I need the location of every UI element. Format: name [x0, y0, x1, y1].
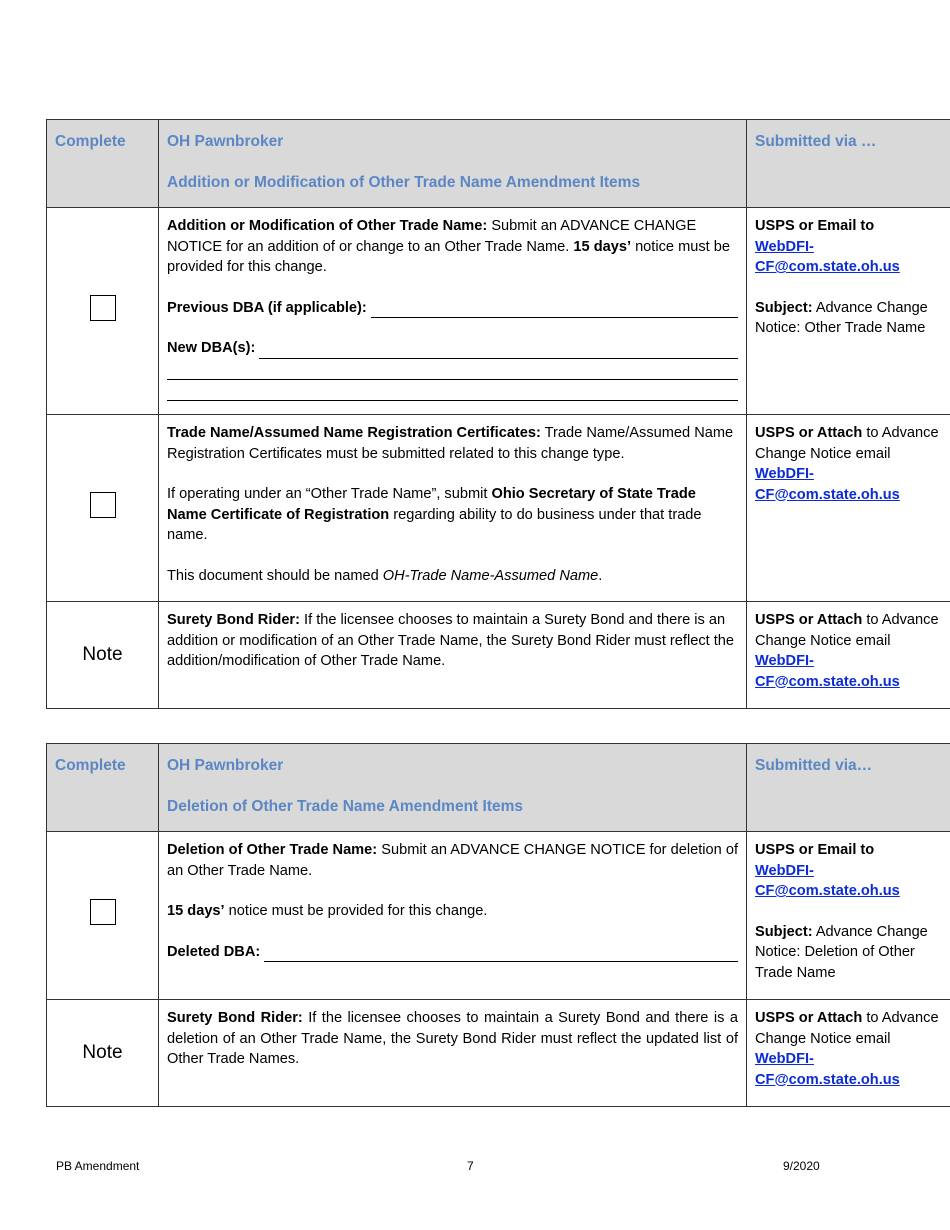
- item-title: Deletion of Other Trade Name:: [167, 842, 378, 858]
- new-dba-field: [167, 338, 738, 359]
- item-text: If the licensee chooses to maintain a Surety Bond and there is an addition or modification of an Other Trade Name, the Surety Bond Rider must reflect the addition/modification of Other Trade Name.: [167, 612, 735, 669]
- checkbox-cell: [47, 415, 159, 602]
- section-title: OH Pawnbroker: [167, 757, 284, 774]
- email-link[interactable]: WebDFI-CF@com.state.oh.us: [755, 466, 900, 503]
- new-dba-label: New DBA(s):: [167, 340, 256, 356]
- section-subtitle: Addition or Modification of Other Trade Name Amendment Items: [167, 173, 641, 191]
- item-description: [159, 1000, 747, 1107]
- submission-method: [747, 1000, 950, 1107]
- table-row: [47, 415, 950, 602]
- submitted-via-header: Submitted via…: [747, 744, 950, 832]
- table-row: [47, 602, 950, 709]
- email-link[interactable]: WebDFI-CF@com.state.oh.us: [755, 653, 900, 690]
- submission-method: [747, 832, 950, 1000]
- item-description: [159, 832, 747, 1000]
- item-paragraph: [167, 840, 738, 881]
- item-title: Trade Name/Assumed Name Registration Certificates:: [167, 425, 541, 441]
- table-header-row: [47, 744, 950, 832]
- page-number: 7: [467, 1159, 474, 1173]
- subject-text: [755, 298, 946, 339]
- via-method: USPS or Attach: [755, 425, 863, 441]
- item-text: This document should be named: [167, 567, 383, 584]
- new-dba-input-line[interactable]: [259, 342, 738, 359]
- footer-date: 9/2020: [783, 1159, 820, 1173]
- submission-method: [747, 208, 950, 415]
- subject-label: Subject:: [755, 923, 813, 940]
- via-text: to Advance Change Notice email: [755, 1010, 939, 1047]
- item-paragraph: [167, 566, 738, 587]
- complete-checkbox[interactable]: [90, 492, 116, 518]
- via-method: USPS or Attach: [755, 1010, 863, 1026]
- via-method: USPS or Attach: [755, 612, 863, 628]
- deletion-table: [46, 743, 950, 1107]
- subject-text: [755, 922, 946, 984]
- subject-value: Advance Change Notice: Deletion of Other Trade Name: [755, 923, 928, 981]
- deleted-dba-input-line[interactable]: [264, 945, 738, 962]
- item-text: Submit an ADVANCE CHANGE NOTICE for deletion of an Other Trade Name.: [167, 842, 738, 879]
- footer-left: PB Amendment: [56, 1159, 140, 1173]
- complete-checkbox[interactable]: [90, 295, 116, 321]
- item-title: Surety Bond Rider:: [167, 1010, 303, 1026]
- email-link[interactable]: WebDFI-CF@com.state.oh.us: [755, 862, 900, 899]
- item-paragraph: [167, 901, 738, 922]
- table-row: [47, 1000, 950, 1107]
- email-link[interactable]: WebDFI-CF@com.state.oh.us: [755, 238, 900, 275]
- via-text: [755, 216, 946, 237]
- item-text: .: [598, 567, 603, 584]
- checkbox-cell: [47, 208, 159, 415]
- item-paragraph: [167, 484, 738, 546]
- item-text: notice must be provided for this change.: [224, 903, 488, 919]
- item-text: If the licensee chooses to maintain a Surety Bond and there is a deletion of an Other Trade Name, the Surety Bond Rider must reflect the updated list of Other Trade Names.: [167, 1010, 738, 1067]
- previous-dba-label: Previous DBA (if applicable):: [167, 299, 367, 316]
- checkbox-cell: [47, 832, 159, 1000]
- addition-modification-table: [46, 119, 950, 709]
- via-method: USPS or Email to: [755, 218, 875, 234]
- item-text: notice must be provided for this change.: [167, 238, 730, 275]
- submission-method: [747, 415, 950, 602]
- item-text: regarding ability to do business under that trade name.: [167, 506, 702, 543]
- item-description: [159, 602, 747, 709]
- item-description: [159, 208, 747, 415]
- complete-header: Complete: [47, 120, 159, 208]
- section-subtitle: Deletion of Other Trade Name Amendment Items: [167, 797, 524, 815]
- new-dba-input-line-3[interactable]: [167, 380, 738, 401]
- subject-value: Advance Change Notice: Other Trade Name: [755, 299, 928, 336]
- table-row: [47, 208, 950, 415]
- new-dba-input-line-2[interactable]: [167, 359, 738, 380]
- via-text: to Advance Change Notice email: [755, 612, 939, 649]
- notice-days: 15 days’: [167, 903, 225, 919]
- certificate-name: Ohio Secretary of State Trade Name Certificate of Registration: [167, 486, 696, 523]
- note-label: Note: [47, 1000, 159, 1107]
- table-header-row: [47, 120, 950, 208]
- via-text: to Advance Change Notice email: [755, 425, 939, 462]
- submitted-via-header: Submitted via …: [747, 120, 950, 208]
- item-description: [159, 415, 747, 602]
- item-text: Submit an ADVANCE CHANGE NOTICE for an addition of or change to an Other Trade Name.: [167, 218, 697, 255]
- item-title: Addition or Modification of Other Trade Name:: [167, 218, 488, 234]
- item-title: Surety Bond Rider:: [167, 612, 300, 628]
- submission-method: [747, 602, 950, 709]
- previous-dba-input-line[interactable]: [371, 301, 738, 318]
- complete-header: Complete: [47, 744, 159, 832]
- deleted-dba-label: Deleted DBA:: [167, 943, 261, 960]
- note-label: Note: [47, 602, 159, 709]
- notice-days: 15 days’: [573, 238, 632, 255]
- section-header: [159, 744, 747, 832]
- item-paragraph: [167, 423, 738, 464]
- previous-dba-field: [167, 298, 738, 319]
- item-text: Trade Name/Assumed Name Registration Certificates must be submitted related to this change type.: [167, 425, 734, 462]
- document-name: OH-Trade Name-Assumed Name: [382, 567, 599, 584]
- deleted-dba-field: [167, 942, 738, 963]
- email-link[interactable]: WebDFI-CF@com.state.oh.us: [755, 1051, 900, 1088]
- table-row: [47, 832, 950, 1000]
- section-title: OH Pawnbroker: [167, 133, 284, 150]
- item-paragraph: [167, 216, 738, 278]
- item-text: If operating under an “Other Trade Name”, submit: [167, 486, 492, 502]
- subject-label: Subject:: [755, 299, 813, 316]
- via-method: USPS or Email to: [755, 842, 875, 858]
- complete-checkbox[interactable]: [90, 899, 116, 925]
- section-header: [159, 120, 747, 208]
